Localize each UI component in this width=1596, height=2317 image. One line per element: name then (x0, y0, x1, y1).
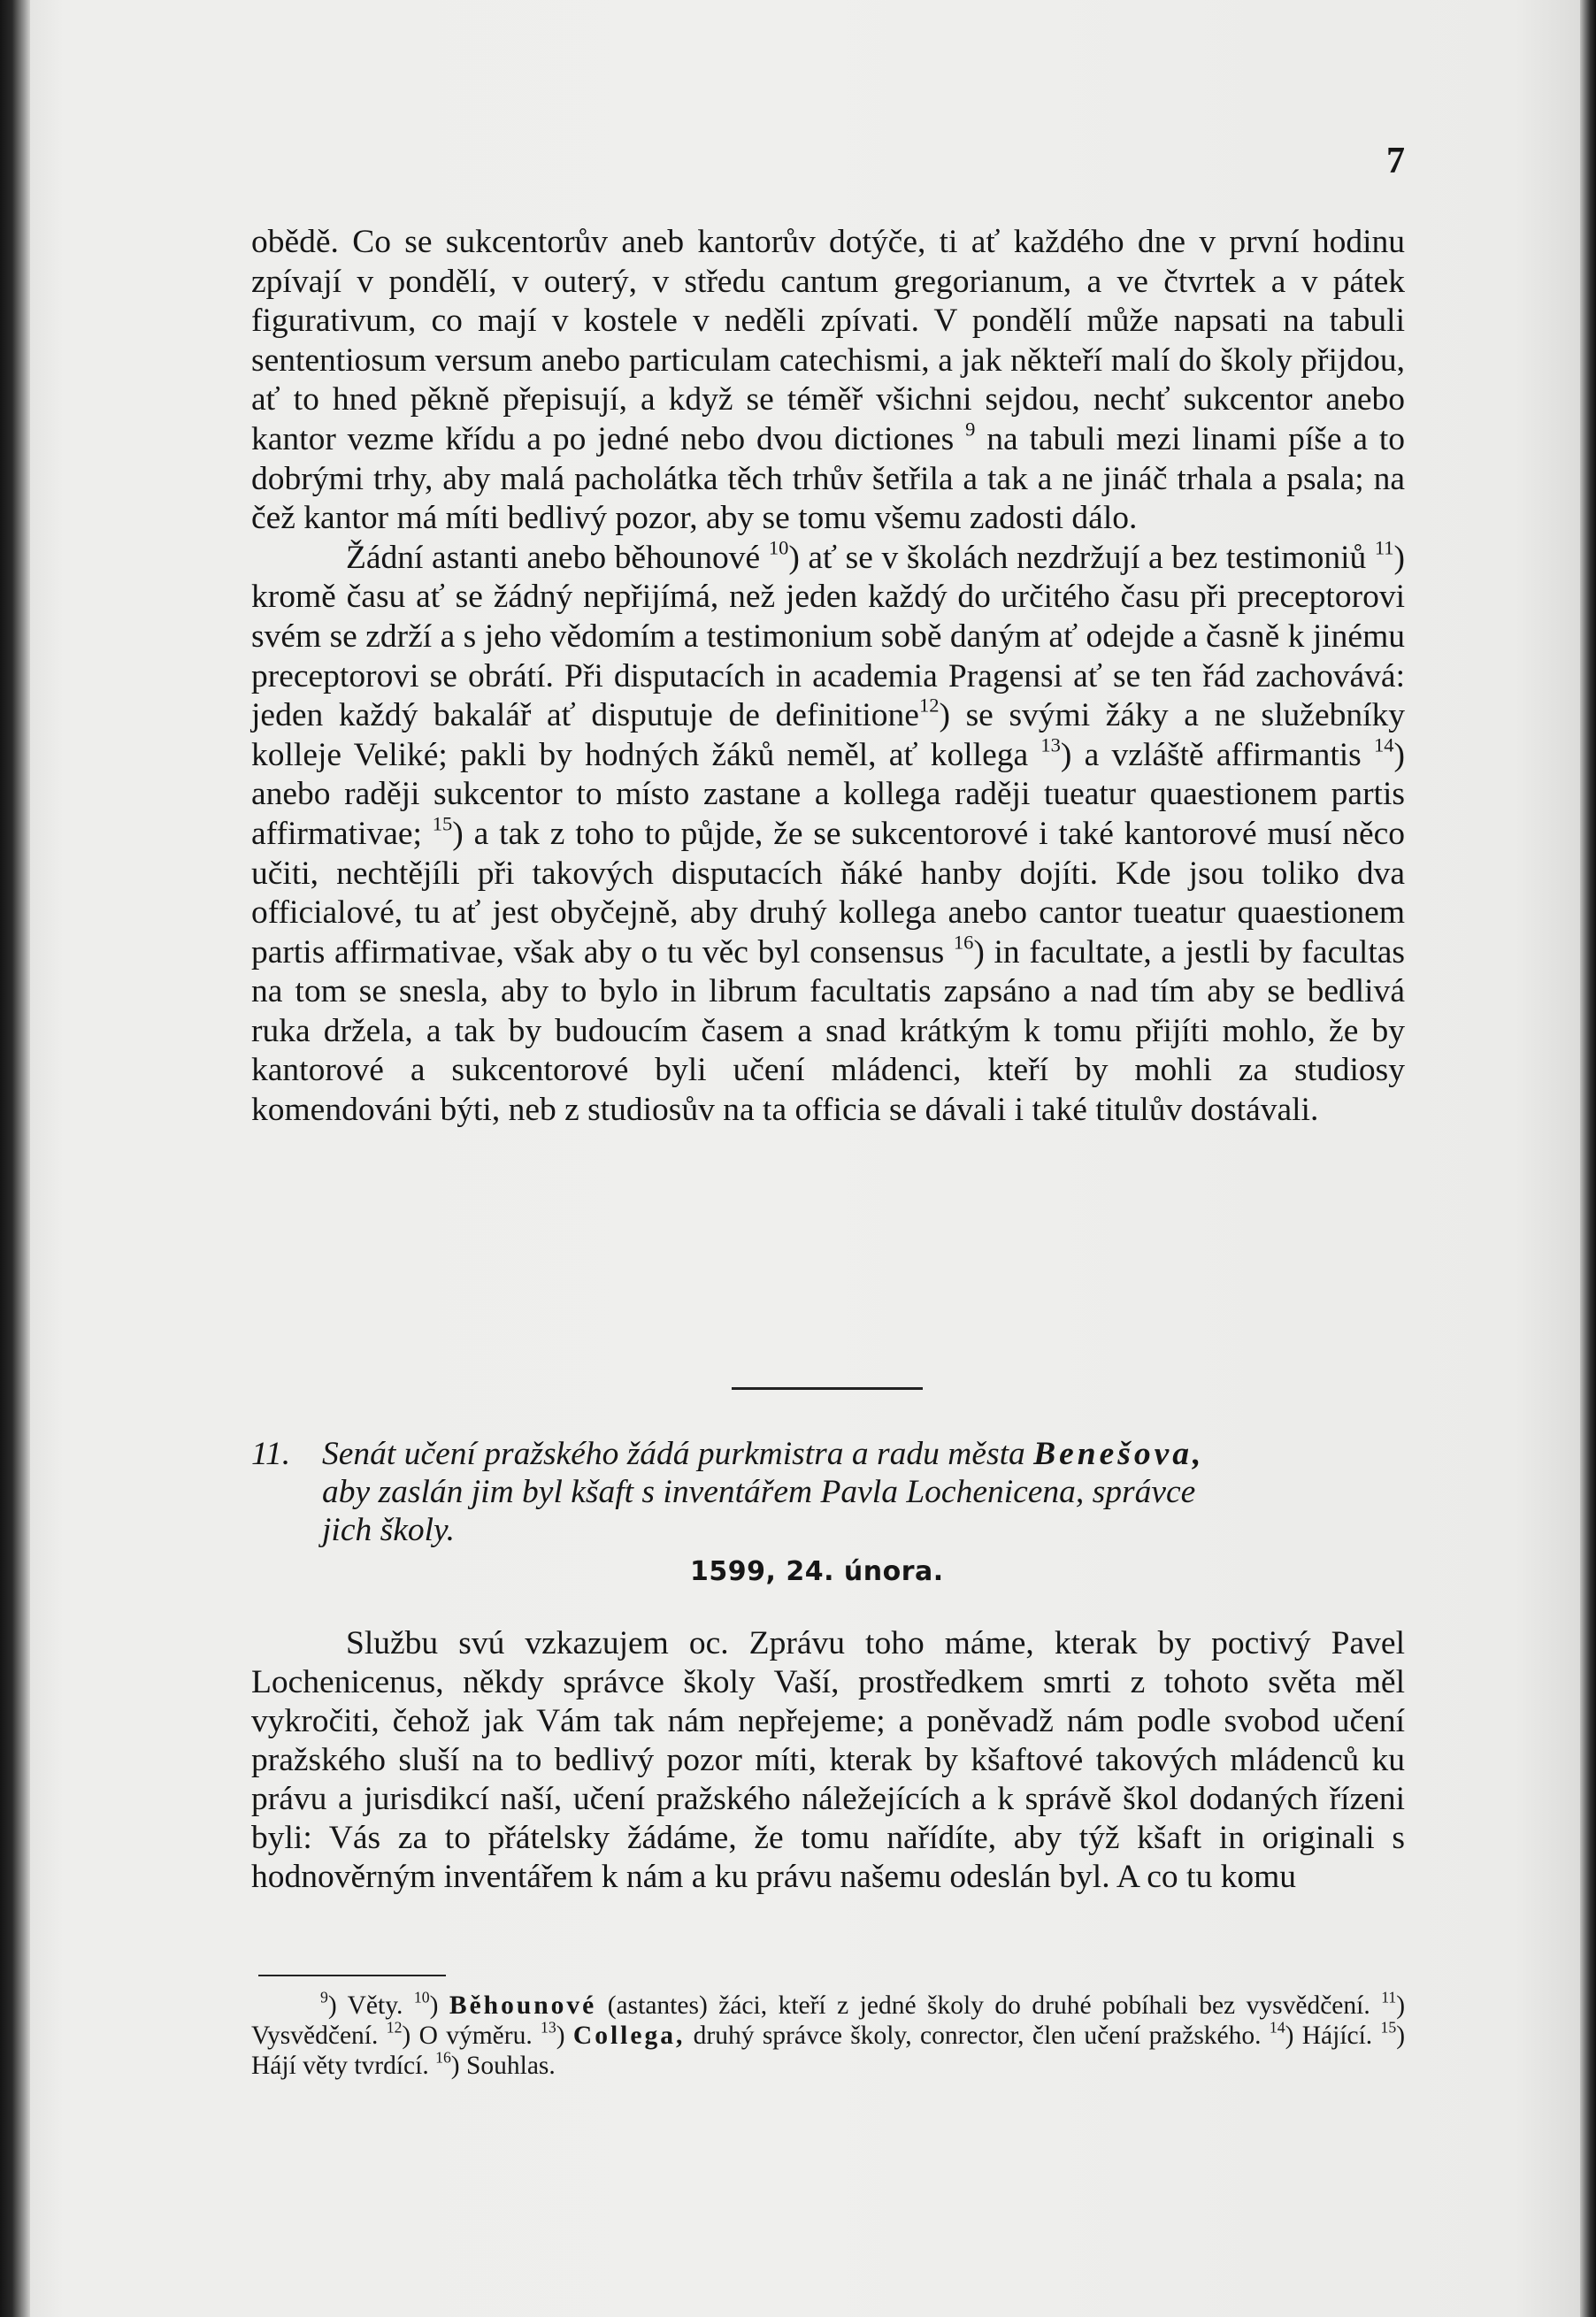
footnote-ref-11: 11 (1374, 536, 1394, 558)
heading-line-1: 11. Senát učení pražského žádá purkmistra a radu města Benešova, (251, 1436, 1205, 1472)
footnote-ref-13: 13 (1040, 733, 1061, 756)
letter-text (251, 1624, 1405, 1897)
page-binding-edge (0, 0, 30, 2317)
page-right-edge (1580, 0, 1596, 2317)
body-text (251, 223, 1405, 1131)
paragraph-2: Žádní astanti anebo běhounové $^{10}$) ať se v školách nezdržují a bez testimoniů $^{11}$) kromě času ať se žádný nepřijímá, než jeden každý do určitého času při preceptorovi svém se zdrží a s jeho vědomím a testimonium sobě daným ať odejde a časně k jinému preceptorovi se obrátí. Při disputacích in academia Pragensi ať se ten řád zachovává: jeden každý bakalář ať disputuje de definitione$^{12}$) se svými žáky a ne služebníky kolleje Veliké; pakli by hodných žáků neměl, ať kollega $^{13}$) a vzláště affirmantis $^{14}$) anebo raději sukcentor to místo zastane a kollega raději tueatur quaestionem partis affirmativae; $^{15}$) a tak z toho to půjde, že se sukcentorové i také kantorové musí něco učiti, nechtějíli při takových disputacích ňáké hanby dojíti. Kde jsou toliko dva officialové, tu ať jest obyčejně, aby druhý kollega anebo cantor tueatur quaestionem partis affirmativae, však aby o tu věc byl consensus $^{16}$) in facultate, a jestli by facultas na tom se snesla, aby to bylo in librum facultatis zapsáno a nad tím aby se bedlivá ruka držela, a tak by budoucím časem a snad krátkým k tomu přijíti mohlo, že by kantorové a sukcentorové byli učení mládenci, kteří by mohli za studiosy komendováni býti, neb z studiosův na ta officia se dávali i také titulův dostávali. (251, 536, 1406, 1129)
heading-place: Benešova, (1033, 1436, 1205, 1472)
document-heading (251, 1435, 1405, 1549)
heading-line-3: jich školy. (322, 1512, 455, 1548)
footnote-ref-10: 10 (768, 536, 789, 558)
heading-line-2: aby zaslán jim byl kšaft s inventářem Pavla Lochenicena, správce (322, 1474, 1196, 1510)
footnote-block: $^9$) Věty. $^{10}$) Běhounové (astantes) žáci, kteří z jedné školy do druhé pobíhali bez vysvědčení. $^{11}$) Vysvědčení. $^{12}$) O výměru. $^{13}$) Collega, druhý správce školy, conrector, člen učení pražského. $^{14}$) Hájící. $^{15}$) Hájí věty tvrdící. $^{16}$) Souhlas. (251, 1988, 1406, 2080)
footnotes (251, 1988, 1406, 2081)
footnote-rule (258, 1975, 446, 1976)
document-number: 11. (251, 1436, 291, 1472)
letter-paragraph: Službu svú vzkazujem oc. Zprávu toho máme, kterak by poctivý Pavel Lochenicenus, někdy správce školy Vaší, prostředkem smrti z tohoto světa měl vykročiti, čehož jak Vám tak nám nepřejeme; a poněvadž nám podle svobod učení pražského sluší na to bedlivý pozor míti, kterak by kšaftové takových mládenců ku právu a jurisdikcí naší, učení pražského náležejících a k správě škol dodaných řízeni byli: Vás za to přátelsky žádáme, že tomu nařídíte, aby týž kšaft in originali s hodnověrným inventářem k nám a ku právu našemu odeslán byl. A co tu komu (251, 1625, 1405, 1895)
footnote-ref-16: 16 (953, 930, 974, 953)
paragraph-1: obědě. Co se sukcentorův aneb kantorův dotýče, ti ať každého dne v první hodinu zpívají v pondělí, v outerý, v středu cantum gregorianum, a ve čtvrtek a v pátek figurativum, co mají v kostele v neděli zpívati. V pondělí může napsati na tabuli sententiosum versum anebo particulam catechismi, a jak někteří malí do školy přijdou, ať to hned pěkně přepisují, a když se téměř všichni sejdou, nechť sukcentor anebo kantor vezme křídu a po jedné nebo dvou dictiones $^9$ na tabuli mezi linami píše a to dobrými trhy, aby malá pacholátka těch trhův šetřila a tak a ne jináč trhala a psala; na čež kantor má míti bedlivý pozor, aby se tomu všemu zadosti dálo. (251, 224, 1406, 537)
section-separator (732, 1387, 923, 1390)
footnote-ref-12: 12 (918, 694, 940, 717)
page-number: 7 (1386, 141, 1405, 181)
footnote-ref-14: 14 (1374, 733, 1394, 756)
footnote-ref-9: 9 (965, 418, 976, 441)
document-date: 1599, 24. února. (690, 1556, 944, 1587)
footnote-ref-15: 15 (432, 812, 453, 835)
